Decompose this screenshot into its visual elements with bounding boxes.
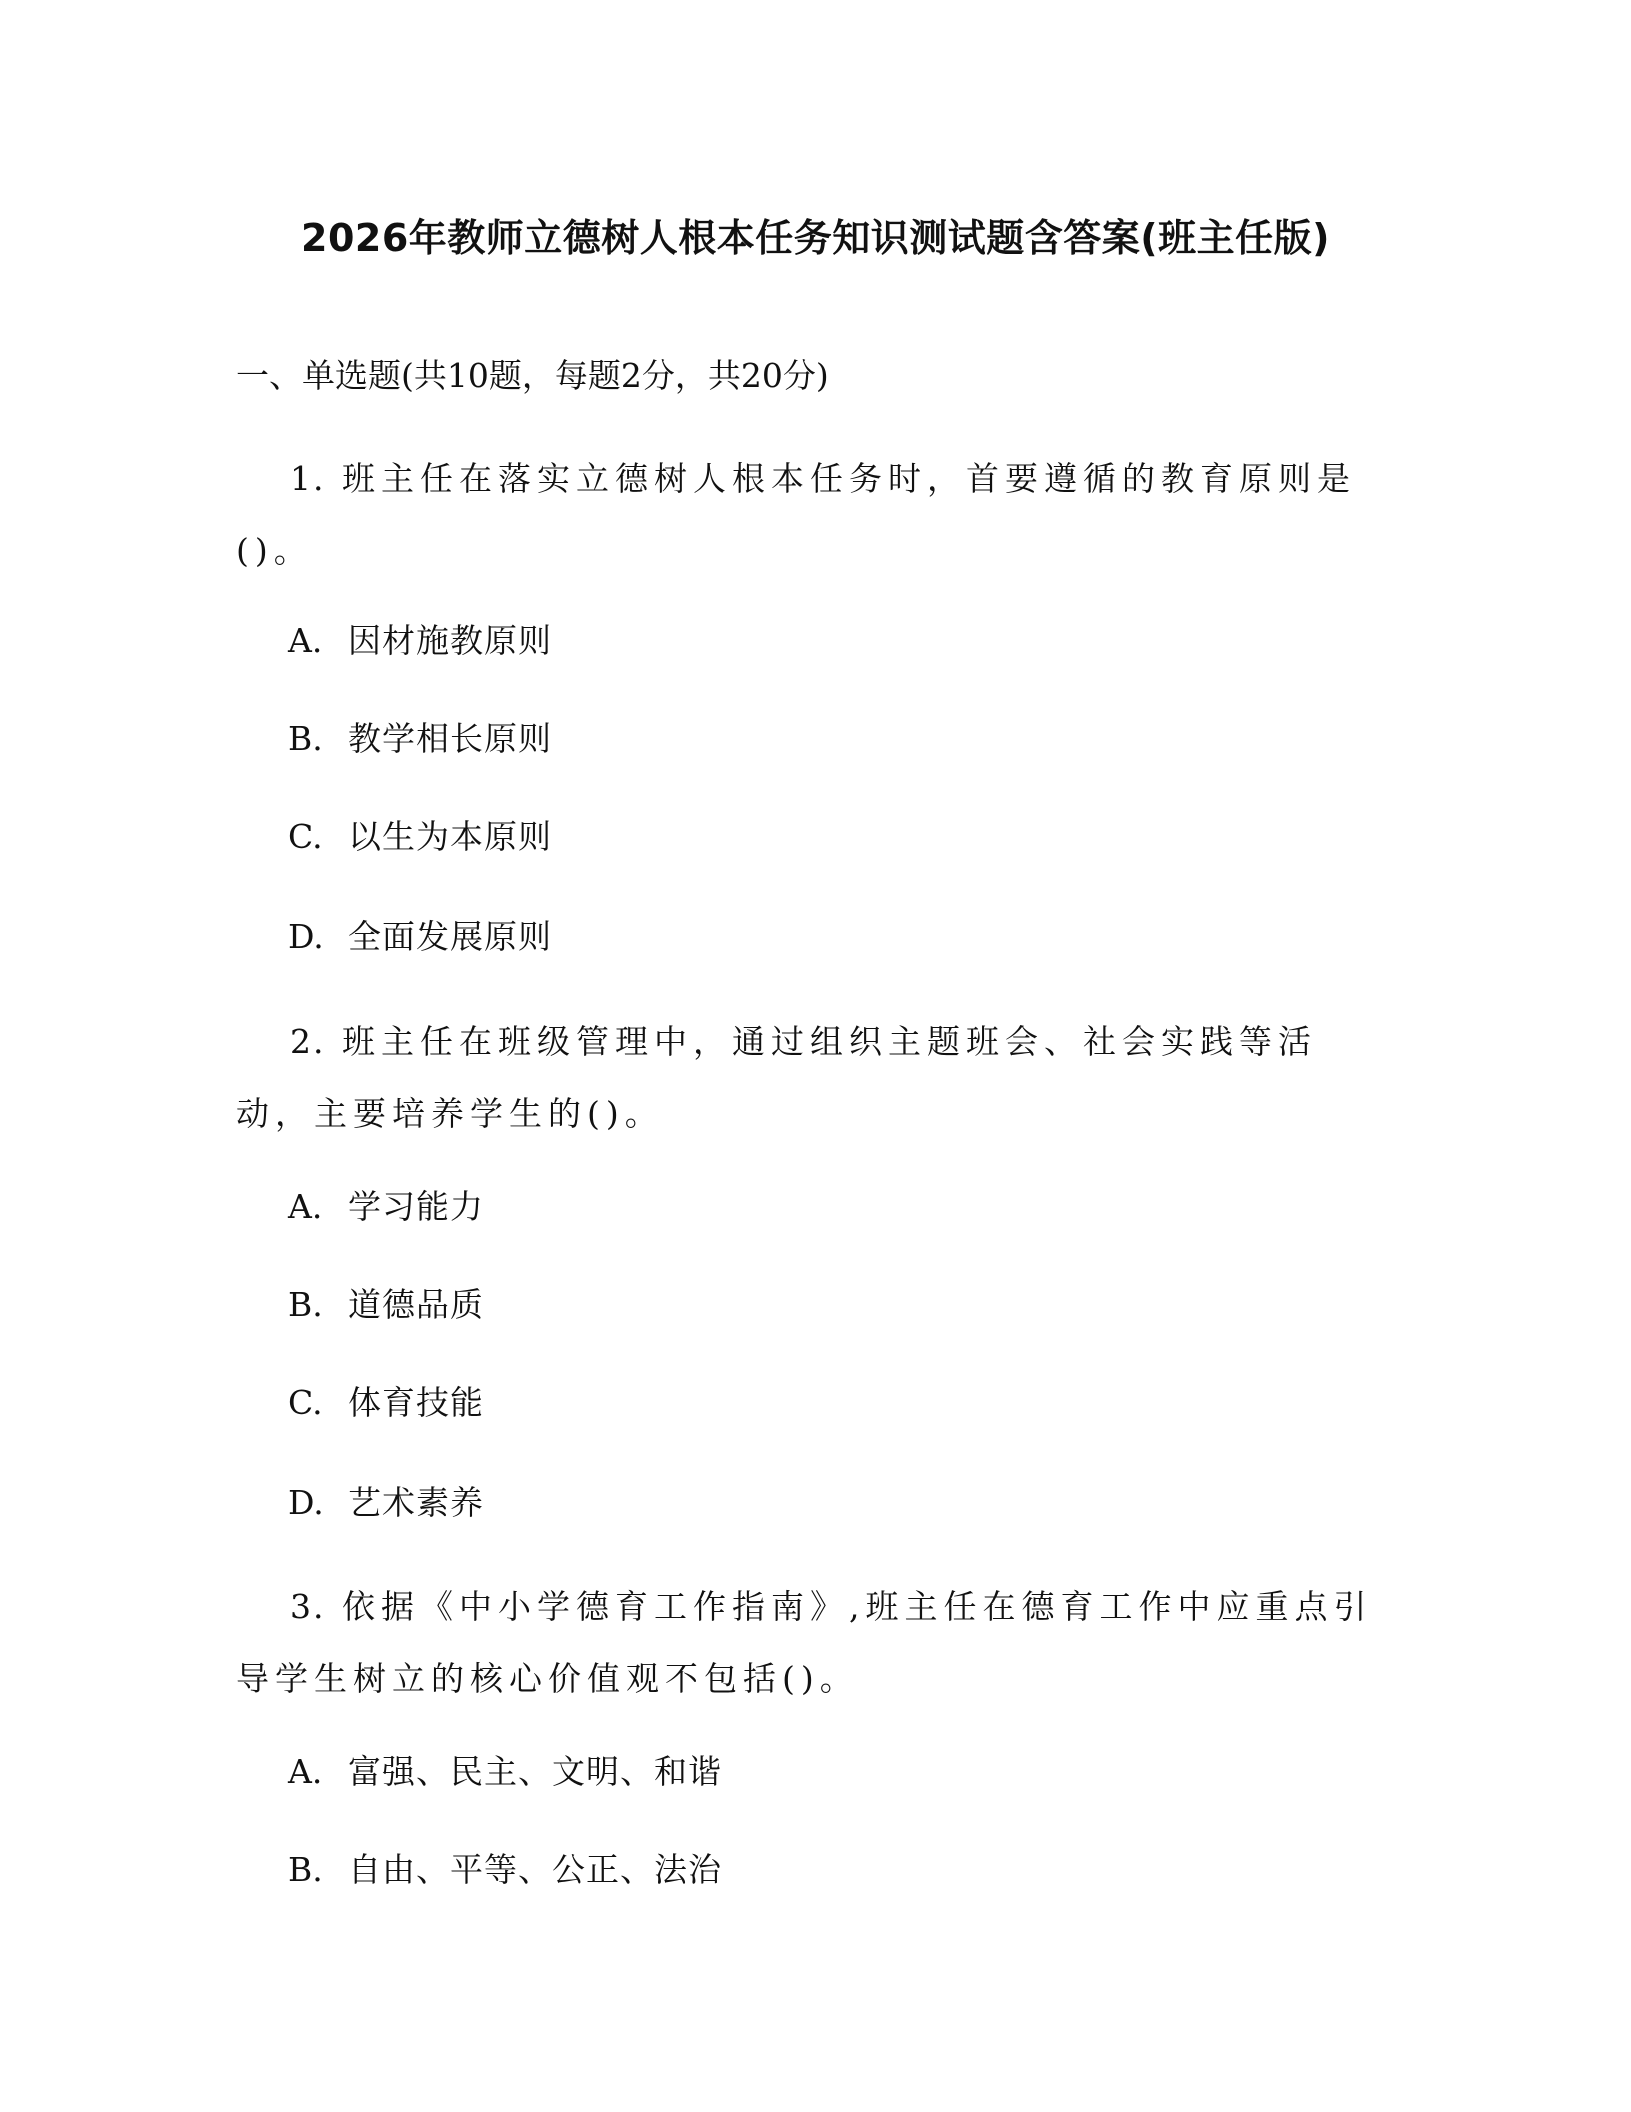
question-text: 班主任在落实立德树人根本任务时，首要遵循的教育原则是()。 xyxy=(236,459,1356,570)
option-text: 全面发展原则 xyxy=(348,917,552,956)
document-title: 2026年教师立德树人根本任务知识测试题含答案(班主任版) xyxy=(301,216,1330,260)
option-text: 教学相长原则 xyxy=(348,719,552,758)
option-3b xyxy=(288,1847,722,1893)
question-number: 3. xyxy=(290,1587,326,1626)
option-text: 道德品质 xyxy=(348,1285,484,1324)
option-2d xyxy=(288,1480,484,1526)
option-2c xyxy=(288,1380,484,1426)
option-3a xyxy=(288,1749,722,1795)
option-text: 因材施教原则 xyxy=(348,621,552,660)
question-text: 依据《中小学德育工作指南》,班主任在德育工作中应重点引导学生树立的核心价值观不包括()。 xyxy=(236,1587,1373,1698)
option-text: 自由、平等、公正、法治 xyxy=(348,1850,722,1889)
option-text: 体育技能 xyxy=(348,1383,484,1422)
option-letter: D. xyxy=(288,1483,324,1522)
option-letter: C. xyxy=(288,817,323,856)
option-letter: A. xyxy=(288,621,323,660)
option-2b xyxy=(288,1282,484,1328)
question-text: 班主任在班级管理中，通过组织主题班会、社会实践等活动，主要培养学生的()。 xyxy=(236,1022,1317,1133)
option-1b xyxy=(288,716,552,762)
option-letter: B. xyxy=(288,719,323,758)
option-text: 艺术素养 xyxy=(348,1483,484,1522)
option-text: 富强、民主、文明、和谐 xyxy=(348,1752,722,1791)
section-heading: 一、单选题(共10题，每题2分，共20分) xyxy=(236,356,829,395)
question-number: 1. xyxy=(290,459,326,498)
question-number: 2. xyxy=(290,1022,326,1061)
option-letter: C. xyxy=(288,1383,323,1422)
option-1d xyxy=(288,914,552,960)
question-3 xyxy=(236,1571,1378,1715)
option-letter: D. xyxy=(288,917,324,956)
option-1c xyxy=(288,814,552,860)
option-1a xyxy=(288,618,552,664)
question-1 xyxy=(236,443,1378,587)
option-letter: B. xyxy=(288,1285,323,1324)
option-letter: A. xyxy=(288,1187,323,1226)
question-2 xyxy=(236,1006,1378,1150)
option-text: 学习能力 xyxy=(348,1187,484,1226)
option-letter: A. xyxy=(288,1752,323,1791)
option-2a xyxy=(288,1184,484,1230)
option-letter: B. xyxy=(288,1850,323,1889)
option-text: 以生为本原则 xyxy=(348,817,552,856)
